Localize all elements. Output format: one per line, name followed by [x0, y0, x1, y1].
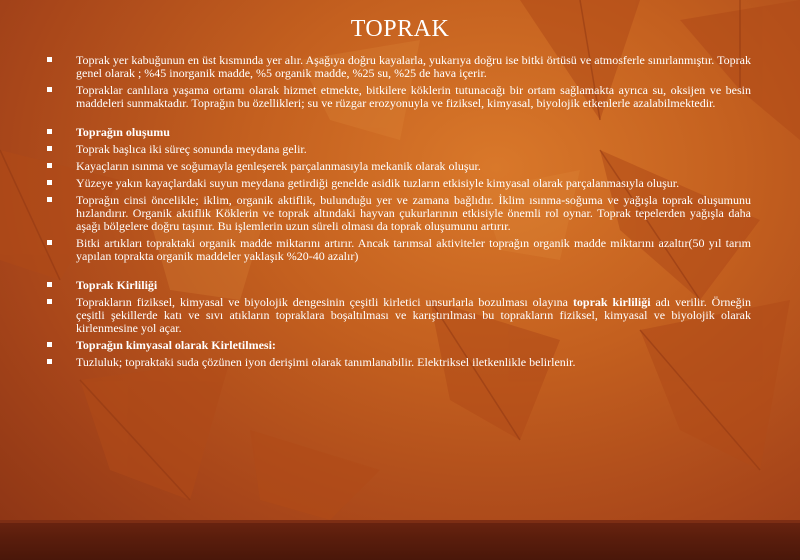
square-bullet-icon: [47, 240, 52, 245]
bullet-item: [46, 237, 751, 263]
bullet-text-bold: Toprağın kimyasal olarak Kirletilmesi:: [76, 338, 276, 352]
bullet-text: Kayaçların ısınma ve soğumayla genleşerek parçalanmasıyla mekanik olarak oluşur.: [76, 159, 481, 173]
bullet-item: [46, 126, 751, 139]
square-bullet-icon: [47, 87, 52, 92]
footer-band: [0, 520, 800, 560]
bullet-list: [46, 54, 751, 369]
bullet-text: Toprak yer kabuğunun en üst kısmında yer alır. Aşağıya doğru kayalarla, yukarıya doğru ise bitki örtüsü ve atmosferle sınırlanmıştır. Toprak genel olarak ; %45 inorganik madde, %5 organik madde, %25 su, %25 de hava içerir.: [76, 53, 751, 80]
bullet-text: Topraklar canlılara yaşama ortamı olarak hizmet etmekte, bitkilere köklerin tutunacağı bir ortam sağlamakta ayrıca su, oksijen ve besin maddeleri sunmaktadır. Toprağın bu özellikleri; su ve rüzgar erozyonuyla ve fiziksel, kimyasal, biyolojik etkenlerle azalabilmektedir.: [76, 83, 751, 110]
bullet-item: [46, 339, 751, 352]
square-bullet-icon: [47, 359, 52, 364]
bullet-text: Toprak başlıca iki süreç sonunda meydana gelir.: [76, 142, 307, 156]
bullet-item: [46, 84, 751, 110]
slide-title: TOPRAK: [350, 16, 450, 42]
square-bullet-icon: [47, 299, 52, 304]
bullet-text: Yüzeye yakın kayaçlardaki suyun meydana getirdiği genelde asidik tuzların etkisiyle kimyasal olarak parçalanmasıyla oluşur.: [76, 176, 680, 190]
bullet-item: [46, 160, 751, 173]
bullet-item: [46, 279, 751, 292]
bullet-text-bold: Toprak Kirliliği: [76, 278, 158, 292]
square-bullet-icon: [47, 197, 52, 202]
square-bullet-icon: [47, 180, 52, 185]
bullet-text: Bitki artıkları topraktaki organik madde miktarını artırır. Ancak tarımsal aktiviteler toprağın organik madde miktarını azaltır(50 yıl tarım yapılan toprakta organik maddeler yaklaşık %20-40 azalır): [76, 236, 751, 263]
bullet-text: Toprakların fiziksel, kimyasal ve biyolojik dengesinin çeşitli kirletici unsurlarla bozulması olayına: [76, 295, 573, 309]
bullet-item: [46, 194, 751, 233]
bullet-item: [46, 143, 751, 156]
square-bullet-icon: [47, 146, 52, 151]
bullet-text-bold: Toprağın oluşumu: [76, 125, 170, 139]
bullet-item: [46, 296, 751, 335]
bullet-text: adı verilir. Örneğin çeşitli şekillerde katı ve sıvı atıkların topraklara boşaltılması ve karıştırılması bu toprakların fiziksel, kimyasal ve biyolojik olarak kirlenmesine yol açar.: [76, 295, 751, 335]
slide-content: [46, 54, 751, 373]
square-bullet-icon: [47, 57, 52, 62]
bullet-text-bold: toprak kirliliği: [572, 295, 651, 309]
square-bullet-icon: [47, 163, 52, 168]
square-bullet-icon: [47, 282, 52, 287]
bullet-item: [46, 356, 751, 369]
bullet-text: Toprağın cinsi öncelikle; iklim, organik aktiflik, bulunduğu yer ve zamana bağlıdır. İklim ısınma-soğuma ve yağışla toprak oluşumunu hızlandırır. Organik aktiflik Köklerin ve toprak altındaki hayvan çukurlarının etkisiyle önemli rol oynar. Toprak tepelerden yağışla daha aşağı bölgelere doğru taşınır. Bu işlemlerin uzun süreli olması da toprak oluşumunu artırır.: [76, 193, 751, 233]
bullet-item: [46, 54, 751, 80]
bullet-item: [46, 177, 751, 190]
square-bullet-icon: [47, 129, 52, 134]
square-bullet-icon: [47, 342, 52, 347]
bullet-text: Tuzluluk; topraktaki suda çözünen iyon derişimi olarak tanımlanabilir. Elektriksel iletkenlikle belirlenir.: [76, 355, 576, 369]
